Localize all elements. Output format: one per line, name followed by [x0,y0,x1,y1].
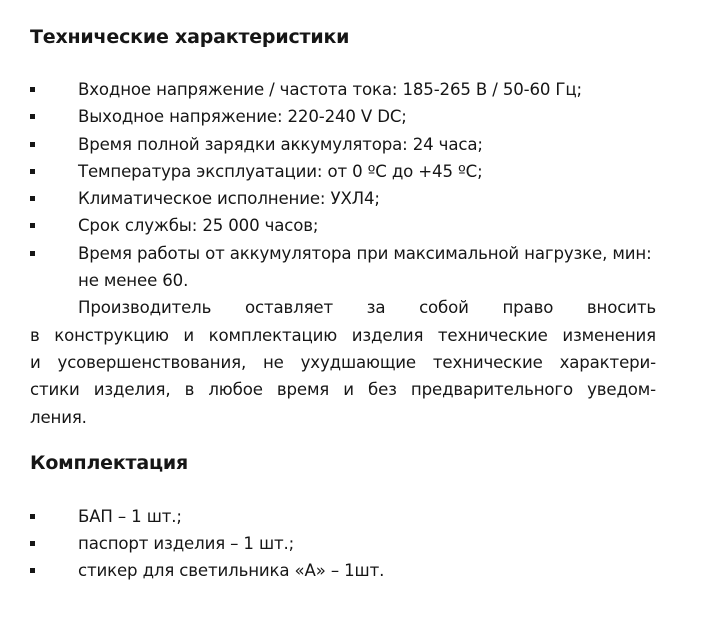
bullet-square-icon [30,87,35,92]
paragraph-line: Производитель оставляет за собой право вносить [78,298,656,318]
document-page [30,24,656,585]
specs-heading: Технические характеристики [30,26,350,48]
list-item-text: Температура эксплуатации: от 0 ºС до +45 ºС; [78,161,483,181]
list-item [30,185,656,212]
list-item [30,103,656,130]
bullet-square-icon [30,223,35,228]
kit-heading: Комплектация [30,451,188,474]
bullet-square-icon [30,568,35,573]
bullet-square-icon [30,114,35,119]
list-item-text: Входное напряжение / частота тока: 185-265 В / 50-60 Гц; [78,80,582,99]
bullet-square-icon [30,514,35,519]
bullet-square-icon [30,541,35,546]
list-item [30,503,656,530]
kit-list [30,503,656,585]
list-item-text: Время работы от аккумулятора при максимальной нагрузке, мин: не менее 60. [78,243,652,291]
list-item-text: стикер для светильника «А» – 1шт. [78,561,385,581]
list-item [30,557,656,584]
list-item [30,240,656,295]
list-item [30,76,656,103]
list-item-text: Время полной зарядки аккумулятора: 24 часа; [78,134,483,154]
bullet-square-icon [30,142,35,147]
list-item [30,131,656,158]
list-item-text: БАП – 1 шт.; [78,506,182,526]
paragraph-line: в конструкцию и комплектацию изделия технические изменения [30,325,656,345]
list-item-text: Срок службы: 25 000 часов; [78,216,319,236]
bullet-square-icon [30,196,35,201]
manufacturer-note [30,294,656,430]
paragraph-line: ления. [30,407,87,427]
bullet-square-icon [30,251,35,256]
list-item-text: Выходное напряжение: 220-240 V DC; [78,107,407,127]
list-item-text: Климатическое исполнение: УХЛ4; [78,189,380,209]
list-item [30,530,656,557]
paragraph-line: стики изделия, в любое время и без предварительного уведом- [30,380,656,400]
list-item [30,158,656,185]
bullet-square-icon [30,169,35,174]
list-item [30,212,656,239]
list-item-text: паспорт изделия – 1 шт.; [78,534,295,554]
specs-list [30,76,656,294]
paragraph-line: и усовершенствования, не ухудшающие технические характери- [30,352,656,372]
